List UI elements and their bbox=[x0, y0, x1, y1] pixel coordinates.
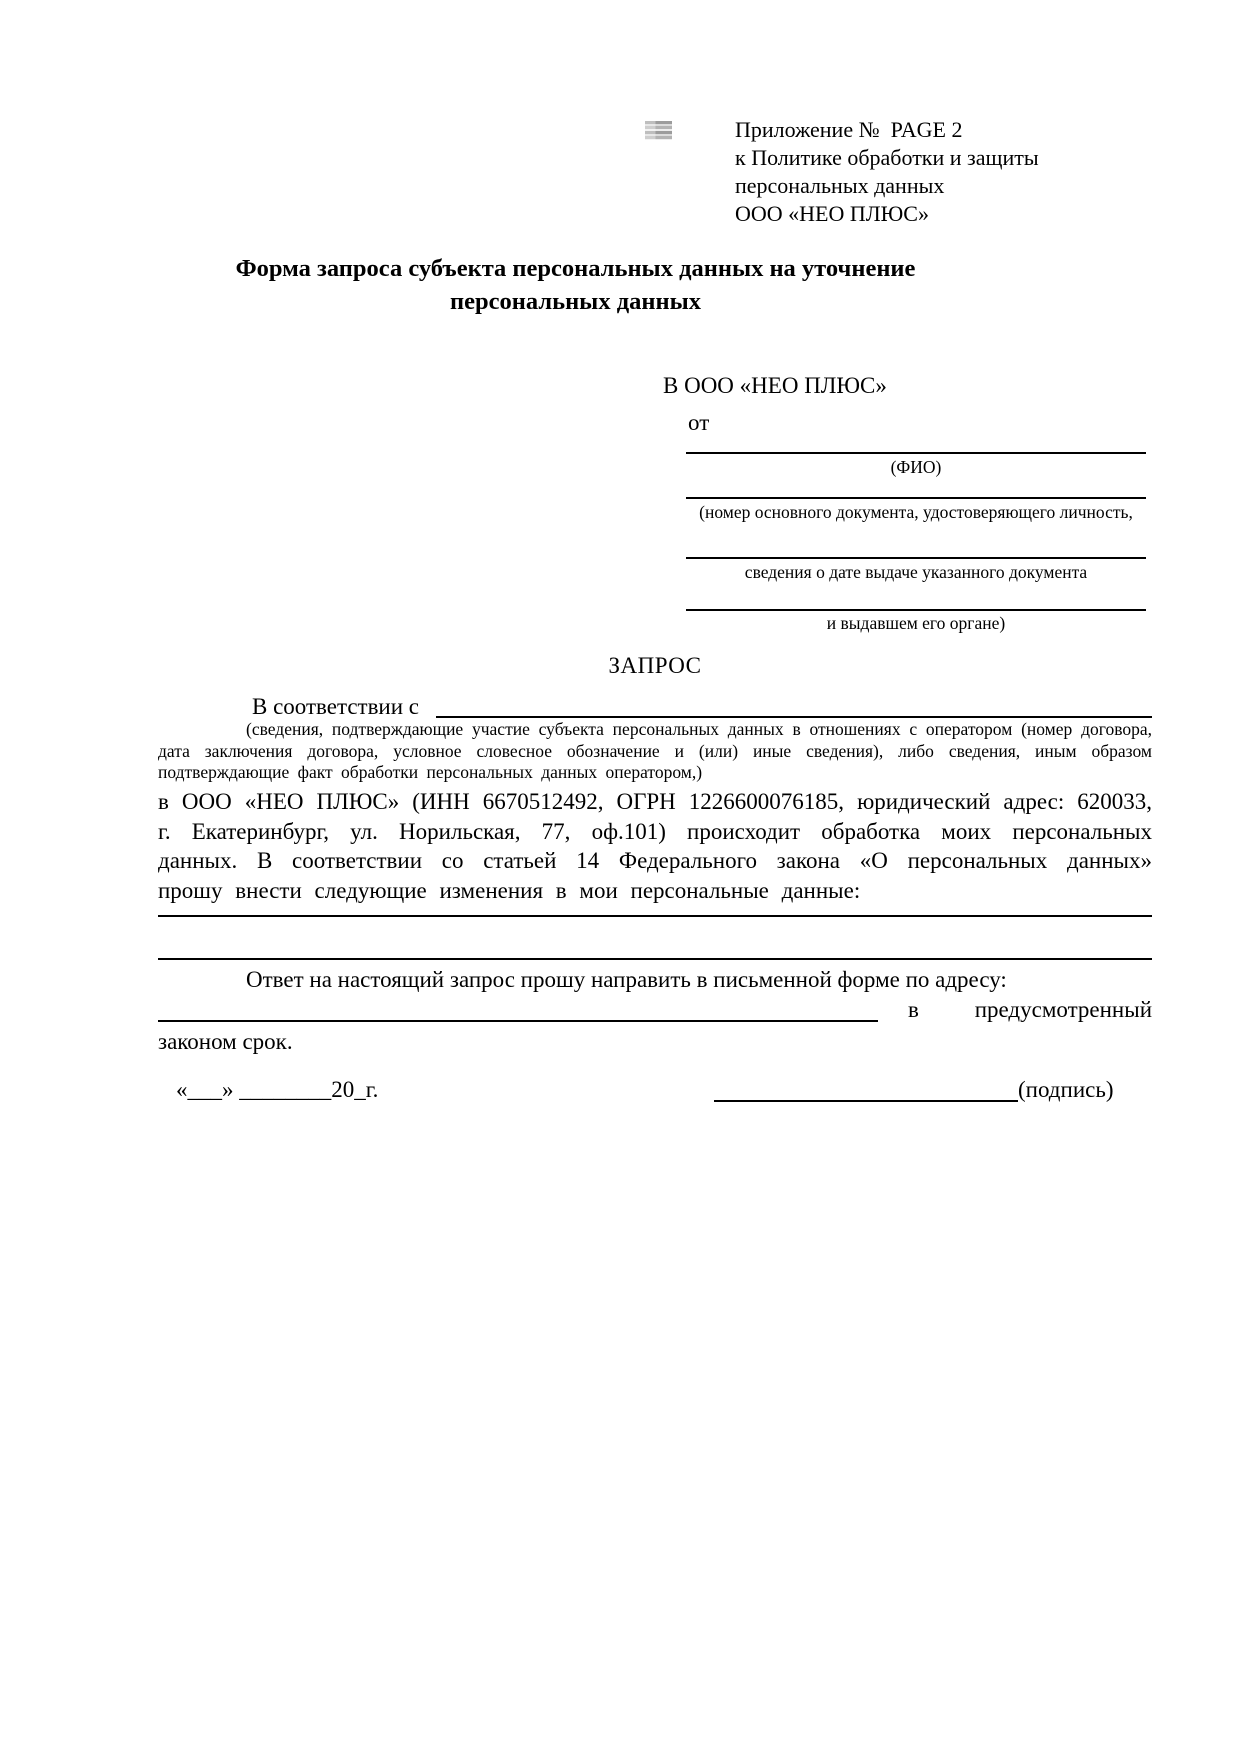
signature-fill-in-line bbox=[714, 1100, 1018, 1102]
document-number-fill-in-line bbox=[686, 497, 1146, 499]
header-policy-line: к Политике обработки и защиты bbox=[735, 145, 1039, 170]
header-block bbox=[735, 116, 1065, 228]
header-org-line: ООО «НЕО ПЛЮС» bbox=[735, 201, 929, 226]
request-heading: ЗАПРОС bbox=[608, 653, 702, 678]
response-request-paragraph: Ответ на настоящий запрос прошу направить в письменной форме по адресу: bbox=[246, 967, 1007, 992]
issue-date-caption: сведения о дате выдаче указанного документа bbox=[744, 562, 1088, 582]
addressee-organization: В ООО «НЕО ПЛЮС» bbox=[663, 373, 887, 398]
response-inline-word: в bbox=[908, 997, 919, 1022]
document-title-line2: персональных данных bbox=[450, 288, 701, 315]
fio-fill-in-line bbox=[686, 452, 1146, 454]
addressee-from-label: от bbox=[688, 410, 710, 435]
basis-fill-in-line bbox=[436, 716, 1152, 718]
header-appendix-line: Приложение № PAGE 2 bbox=[735, 117, 963, 142]
request-body-paragraph: в ООО «НЕО ПЛЮС» (ИНН 6670512492, ОГРН 1226600076185, юридический адрес: 620033, г. Екатеринбург, ул. Норильская, 77, оф.101) происходит обработка моих персональных данных. В соответствии со статьей 14 Федерального закона «О персональных данных» прошу внести следующие изменения в мои персональные данные: bbox=[158, 789, 1152, 903]
issuing-authority-caption: и выдавшем его органе) bbox=[826, 613, 1006, 633]
signature-caption: (подпись) bbox=[1018, 1077, 1114, 1102]
response-inline-word2: предусмотренный bbox=[974, 997, 1152, 1022]
header-policy-line2: персональных данных bbox=[735, 173, 945, 198]
request-intro-footnote: (сведения, подтверждающие участие субъекта персональных данных в отношениях с оператором (номер договора, дата заключения договора, условное словесное обозначение и (или) иные сведения), либо сведения, иным образом подтверждающие факт обработки персональных данных оператором,) bbox=[158, 719, 1152, 782]
embedded-object-icon bbox=[645, 121, 672, 140]
document-title bbox=[158, 252, 993, 318]
document-title-line1: Форма запроса субъекта персональных данных на уточнение bbox=[235, 255, 916, 282]
fio-caption: (ФИО) bbox=[890, 457, 942, 477]
address-fill-in-line bbox=[158, 1020, 878, 1022]
issuing-authority-fill-in-line bbox=[686, 609, 1146, 611]
request-intro-prefix: В соответствии с bbox=[252, 694, 420, 719]
response-tail-text: законом срок. bbox=[158, 1029, 293, 1054]
document-number-caption: (номер основного документа, удостоверяющего личность, bbox=[699, 502, 1133, 522]
issue-date-fill-in-line bbox=[686, 557, 1146, 559]
date-fill-in-line: «___» ________20_г. bbox=[176, 1077, 379, 1102]
changes-fill-in-line-2 bbox=[158, 958, 1152, 960]
changes-fill-in-line-1 bbox=[158, 915, 1152, 917]
